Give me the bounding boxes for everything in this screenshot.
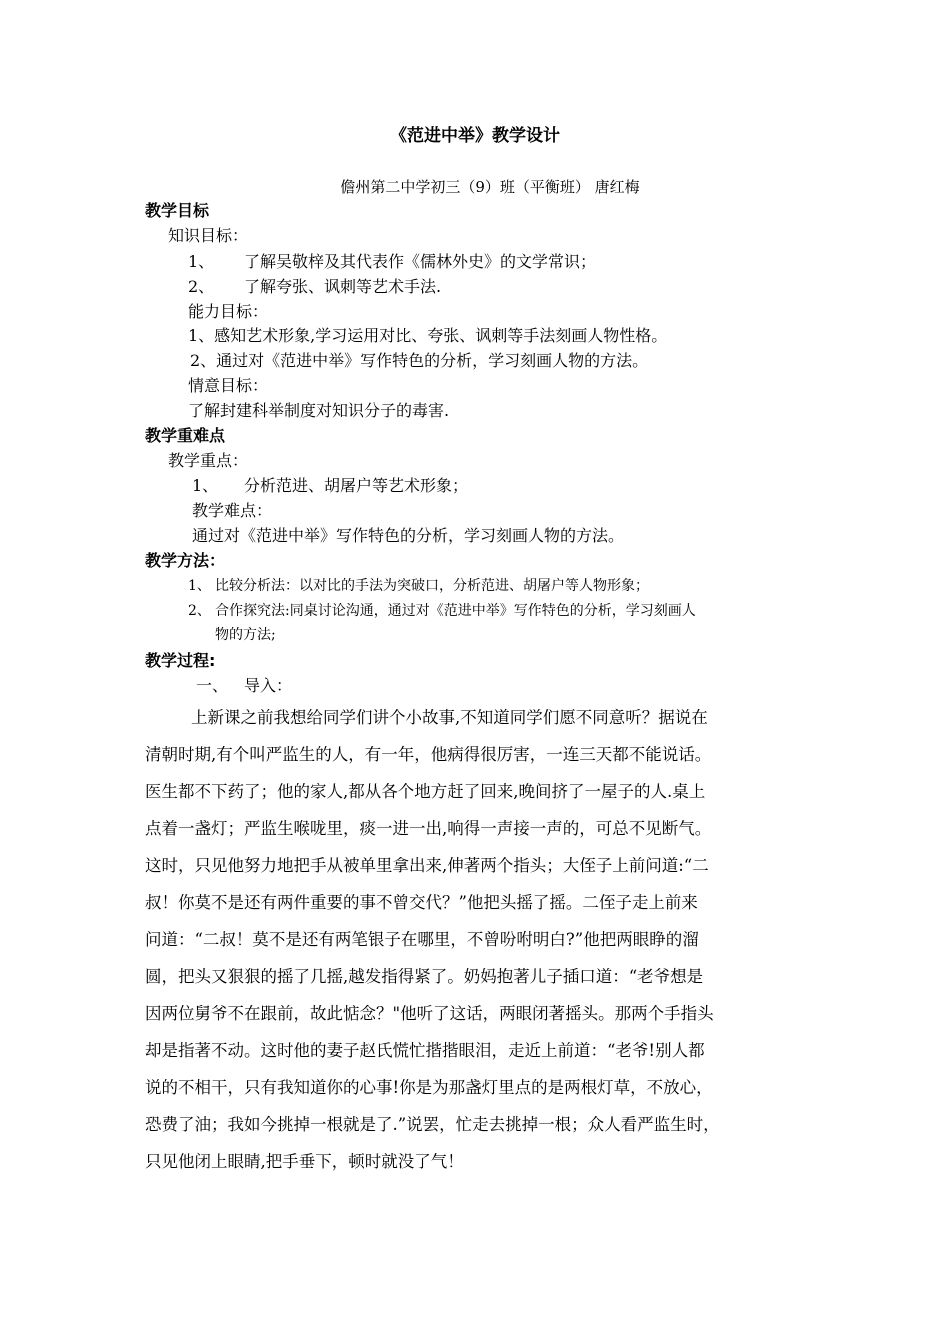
story-line: 因两位舅爷不在跟前，故此惦念？"他听了这话，两眼闭著摇头。那两个手指头 (145, 1004, 714, 1023)
method-2-line-1: 合作探究法:同桌讨论沟通，通过对《范进中举》写作特色的分析，学习刻画人 (215, 603, 696, 619)
emotion-label: 情意目标： (188, 376, 269, 395)
knowledge-item-1: 了解吴敬梓及其代表作《儒林外史》的文学常识； (244, 252, 597, 271)
key-item-1: 分析范进、胡屠户等艺术形象； (244, 476, 469, 495)
knowledge-item-2-number: 2、 (188, 277, 215, 296)
story-line: 清朝时期,有个叫严监生的人，有一年，他病得很厉害，一连三天都不能说话。 (145, 745, 712, 764)
hard-item-1: 通过对《范进中举》写作特色的分析，学习刻画人物的方法。 (192, 526, 625, 545)
heading-process: 教学过程: (145, 651, 216, 670)
knowledge-item-1-number: 1、 (188, 252, 215, 271)
story-line: 问道：“二叔！莫不是还有两笔银子在哪里，不曾吩咐明白?”他把两眼睁的溜 (145, 930, 699, 949)
story-line: 只见他闭上眼睛,把手垂下，顿时就没了气！ (145, 1152, 464, 1171)
story-line: 恐费了油；我如今挑掉一根就是了.”说罢，忙走去挑掉一根；众人看严监生时， (145, 1115, 720, 1134)
step-1-number: 一、 (196, 676, 229, 695)
story-line: 上新课之前我想给同学们讲个小故事,不知道同学们愿不同意听？据说在 (191, 708, 708, 727)
knowledge-item-2: 了解夸张、讽刺等艺术手法. (244, 277, 442, 296)
story-line: 却是指著不动。这时他的妻子赵氏慌忙揩揩眼泪，走近上前道：“老爷!别人都 (145, 1041, 705, 1060)
heading-keypoints: 教学重难点 (145, 426, 226, 445)
story-line: 这时，只见他努力地把手从被单里拿出来,伸著两个指头；大侄子上前问道:“二 (145, 856, 709, 875)
emotion-item-1: 了解封建科举制度对知识分子的毒害. (188, 401, 450, 420)
page-title: 《范进中举》教学设计 (390, 126, 560, 146)
ability-item-2: 2、通过对《范进中举》写作特色的分析，学习刻画人物的方法。 (190, 351, 649, 370)
method-1: 比较分析法：以对比的手法为突破口，分析范进、胡屠户等人物形象； (215, 578, 649, 594)
knowledge-label: 知识目标： (168, 226, 249, 245)
story-line: 圆，把头又狠狠的摇了几摇,越发指得紧了。奶妈抱著儿子插口道：“老爷想是 (145, 967, 704, 986)
author-line: 儋州第二中学初三（9）班（平衡班） 唐红梅 (340, 178, 640, 196)
method-2-number: 2、 (188, 603, 211, 619)
story-line: 叔！你莫不是还有两件重要的事不曾交代？”他把头摇了摇。二侄子走上前来 (145, 893, 698, 912)
key-item-1-number: 1、 (192, 476, 219, 495)
heading-goals: 教学目标 (145, 201, 210, 220)
story-line: 点着一盏灯；严监生喉咙里，痰一进一出,响得一声接一声的，可总不见断气。 (145, 819, 712, 838)
method-2-line-2: 物的方法; (215, 627, 276, 643)
ability-item-1: 1、感知艺术形象,学习运用对比、夸张、讽刺等手法刻画人物性格。 (188, 326, 668, 345)
hard-label: 教学难点： (192, 501, 273, 520)
ability-label: 能力目标： (188, 302, 269, 321)
heading-methods: 教学方法： (145, 551, 226, 570)
method-1-number: 1、 (188, 578, 211, 594)
story-line: 说的不相干，只有我知道你的心事!你是为那盏灯里点的是两根灯草，不放心， (145, 1078, 713, 1097)
key-label: 教学重点： (168, 451, 249, 470)
story-line: 医生都不下药了；他的家人,都从各个地方赶了回来,晚间挤了一屋子的人.桌上 (145, 782, 706, 801)
step-1-label: 导入： (244, 676, 293, 695)
